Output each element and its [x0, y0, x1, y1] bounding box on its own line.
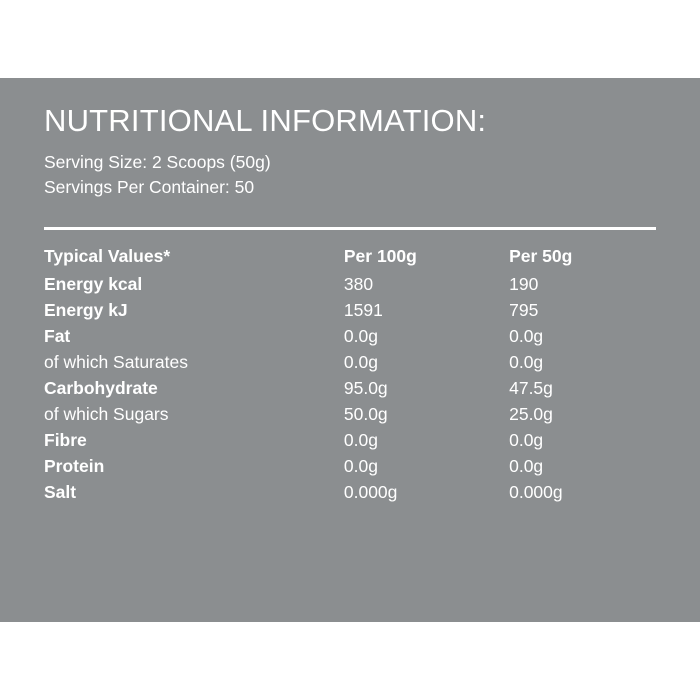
table-row	[44, 323, 656, 349]
table-row	[44, 479, 656, 505]
row-value-per-50g: 0.0g	[509, 429, 544, 450]
row-label: of which Sugars	[44, 403, 169, 424]
row-value-per-100g: 0.0g	[343, 351, 378, 372]
row-value-per-50g: 25.0g	[509, 403, 553, 424]
row-value-per-100g: 95.0g	[343, 377, 388, 398]
table-row	[44, 375, 656, 401]
column-header-per-100g: Per 100g	[343, 246, 417, 267]
table-row	[44, 297, 656, 323]
table-row	[44, 453, 656, 479]
row-value-per-100g: 0.0g	[343, 455, 378, 476]
table-row	[44, 427, 656, 453]
servings-per-container-text: Servings Per Container: 50	[44, 177, 255, 198]
table-header-row	[44, 244, 656, 272]
row-label: Carbohydrate	[44, 377, 158, 398]
row-value-per-50g: 0.0g	[509, 455, 544, 476]
row-value-per-50g: 795	[509, 299, 539, 320]
table-row	[44, 401, 656, 427]
divider	[44, 227, 656, 230]
column-header-typical-values: Typical Values*	[44, 246, 171, 267]
row-label: Fibre	[44, 429, 87, 450]
row-value-per-100g: 0.0g	[343, 325, 378, 346]
row-label: Fat	[44, 325, 71, 346]
row-label: Salt	[44, 481, 77, 502]
row-value-per-100g: 0.000g	[343, 481, 398, 502]
row-value-per-50g: 0.0g	[509, 325, 544, 346]
table-row	[44, 349, 656, 375]
row-value-per-100g: 1591	[343, 299, 383, 320]
nutrition-table	[44, 244, 656, 506]
row-label: Energy kcal	[44, 273, 143, 294]
table-body	[44, 271, 656, 505]
nutrition-panel	[0, 78, 700, 622]
row-value-per-100g: 0.0g	[343, 429, 378, 450]
row-value-per-50g: 47.5g	[509, 377, 553, 398]
row-label: of which Saturates	[44, 351, 188, 372]
serving-size-text: Serving Size: 2 Scoops (50g)	[44, 152, 271, 173]
row-label: Protein	[44, 455, 105, 476]
row-value-per-100g: 50.0g	[343, 403, 388, 424]
page-title: NUTRITIONAL INFORMATION:	[44, 103, 487, 138]
row-label: Energy kJ	[44, 299, 128, 320]
table-row	[44, 271, 656, 297]
column-header-per-50g: Per 50g	[509, 246, 573, 267]
row-value-per-50g: 0.000g	[509, 481, 563, 502]
row-value-per-100g: 380	[343, 273, 374, 294]
row-value-per-50g: 0.0g	[509, 351, 544, 372]
row-value-per-50g: 190	[509, 273, 539, 294]
